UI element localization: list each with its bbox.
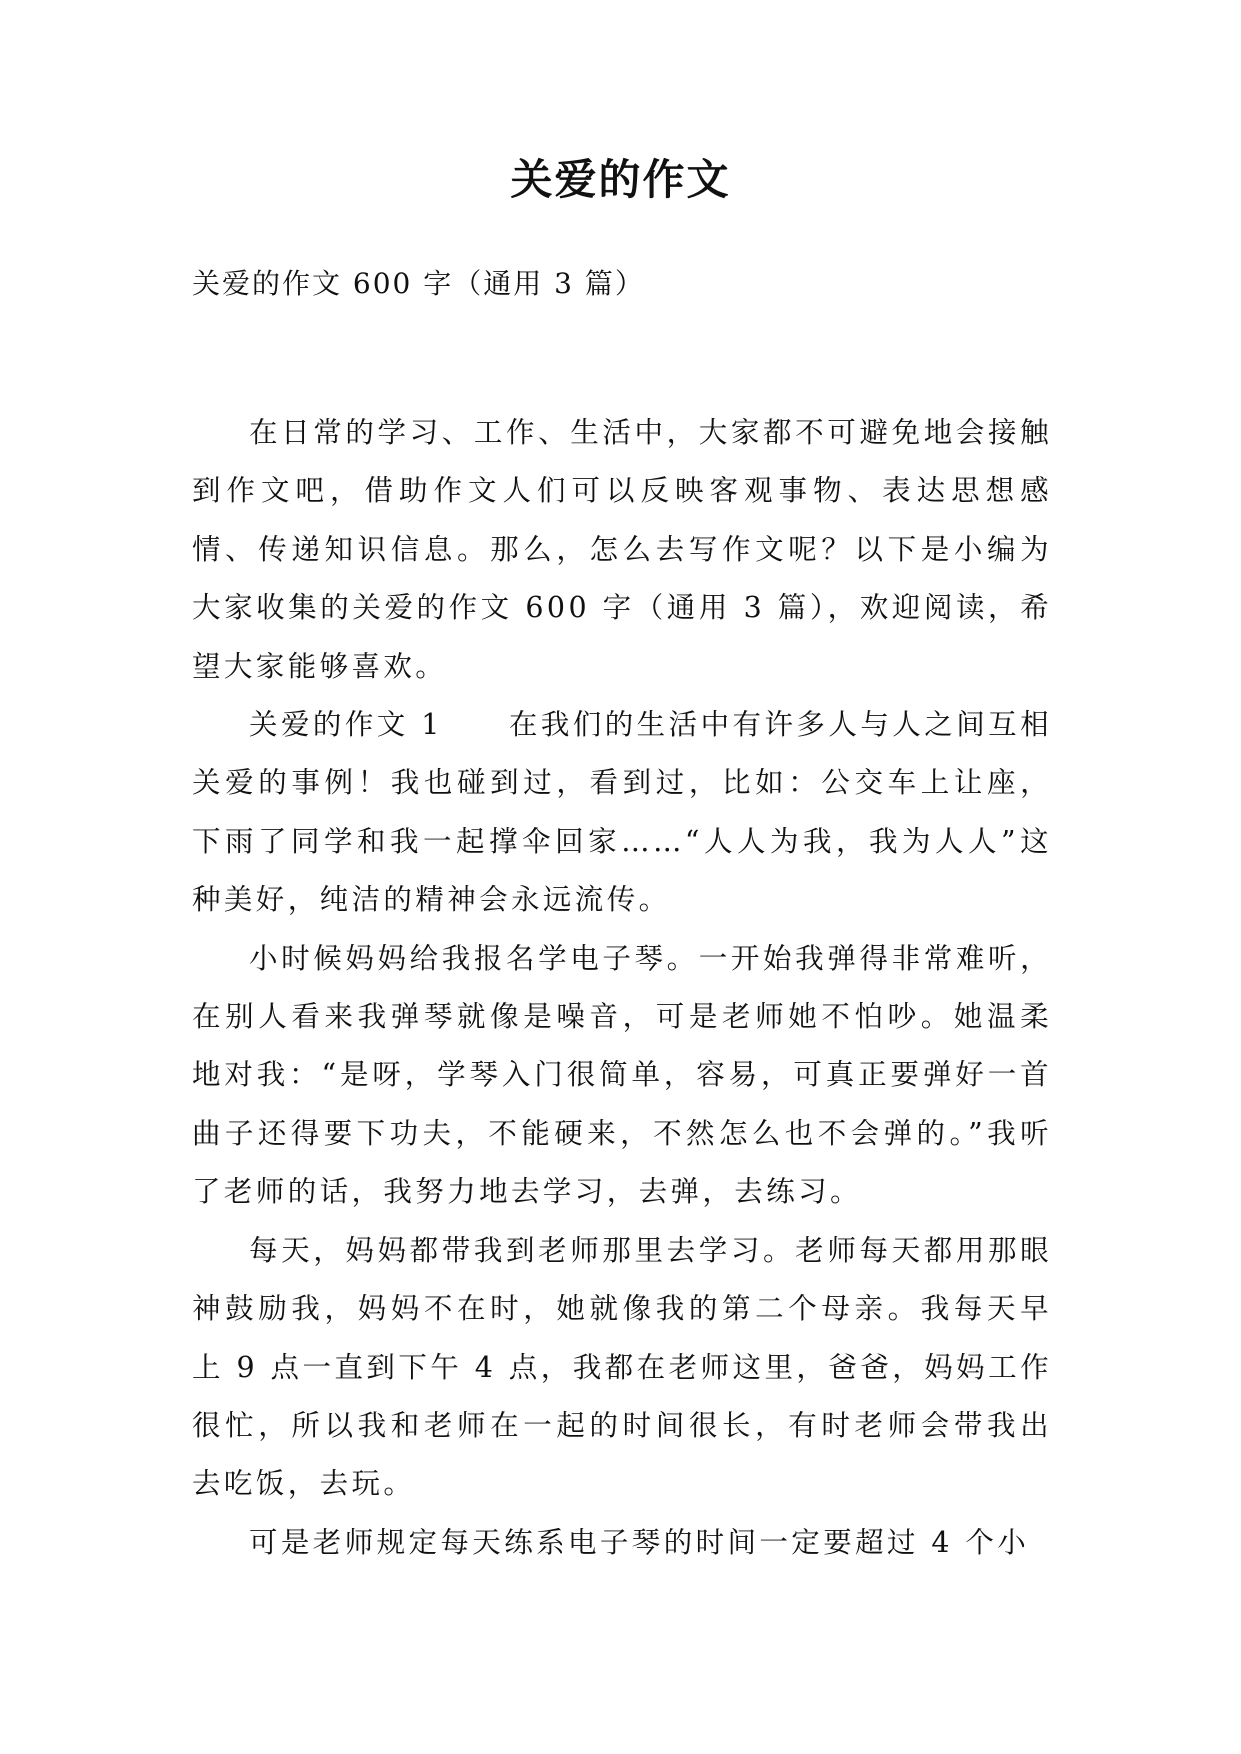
document-subtitle: 关爱的作文 600 字（通用 3 篇） bbox=[192, 267, 645, 300]
paragraph-piano-lessons bbox=[192, 930, 1052, 1222]
paragraph-daily-study bbox=[192, 1222, 1052, 1514]
paragraph-essay-1 bbox=[192, 696, 1052, 930]
essay-heading: 关爱的作文 1 bbox=[249, 708, 443, 742]
paragraph-intro bbox=[192, 404, 1052, 696]
paragraph-text: 小时候妈妈给我报名学电子琴。一开始我弹得非常难听，在别人看来我弹琴就像是噪音，可是老师她不怕吵。她温柔地对我：“是呀，学琴入门很简单，容易，可真正要弹好一首曲子还得要下功夫，不能硬来，不然怎么也不会弹的。”我听了老师的话，我努力地去学习，去弹，去练习。 bbox=[192, 941, 1052, 1209]
paragraph-text: 在我们的生活中有许多人与人之间互相关爱的事例！我也碰到过，看到过，比如：公交车上让座，下雨了同学和我一起撑伞回家……“人人为我，我为人人”这种美好，纯洁的精神会永远流传。 bbox=[192, 708, 1052, 917]
document-title: 关爱的作文 bbox=[510, 155, 731, 204]
paragraph-practice-rule bbox=[192, 1514, 1052, 1572]
document-body bbox=[192, 404, 1052, 1572]
paragraph-text: 可是老师规定每天练系电子琴的时间一定要超过 4 个小 bbox=[249, 1525, 1030, 1559]
paragraph-text: 在日常的学习、工作、生活中，大家都不可避免地会接触到作文吧，借助作文人们可以反映客观事物、表达思想感情、传递知识信息。那么，怎么去写作文呢？以下是小编为大家收集的关爱的作文 600 字（通用 3 篇），欢迎阅读，希望大家能够喜欢。 bbox=[192, 416, 1052, 683]
paragraph-text: 每天，妈妈都带我到老师那里去学习。老师每天都用那眼神鼓励我，妈妈不在时，她就像我的第二个母亲。我每天早上 9 点一直到下午 4 点，我都在老师这里，爸爸，妈妈工作很忙，所以我和老师在一起的时间很长，有时老师会带我出去吃饭，去玩。 bbox=[192, 1233, 1052, 1501]
